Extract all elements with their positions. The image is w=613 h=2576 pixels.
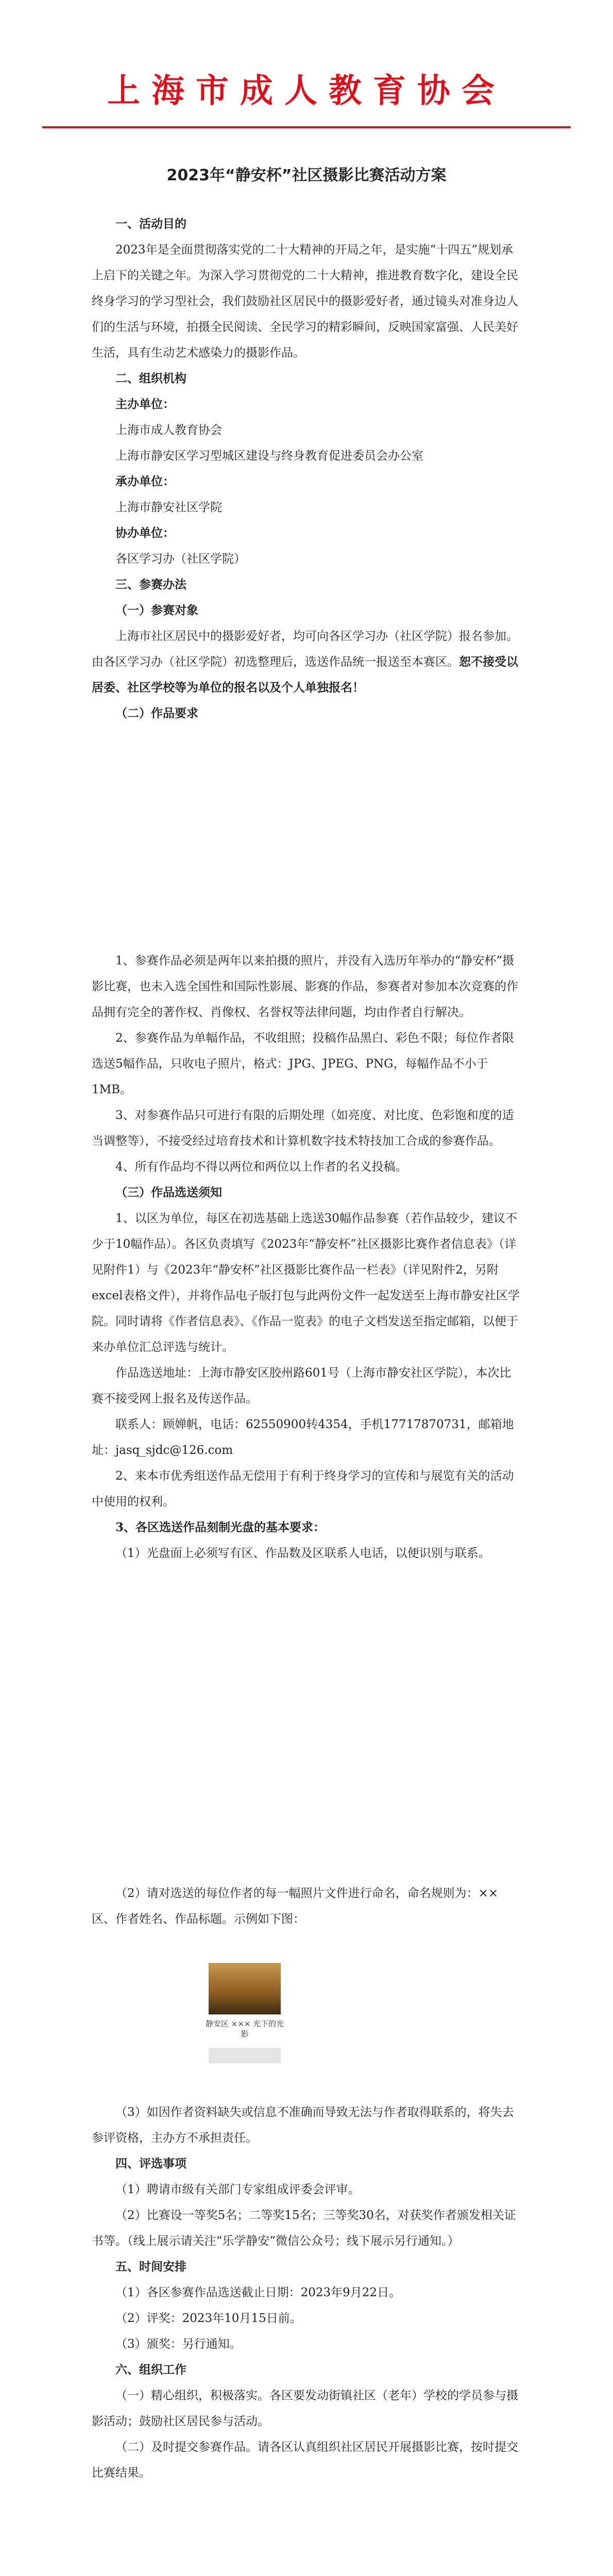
sample-file-image: [203, 1958, 286, 2074]
paragraph: （1）光盘面上必须写有区、作品数及区联系人电话，以便识别与联系。: [115, 1547, 490, 1560]
letterhead-rule: [42, 126, 571, 128]
paragraph: （二）及时提交参赛作品。请各区认真组织社区居民开展摄影比赛，按时提交比赛结果。: [92, 2441, 518, 2480]
document-body-cont: [92, 948, 522, 1566]
section-heading: 五、时间安排: [115, 2260, 186, 2274]
section-heading: 四、评选事项: [115, 2157, 186, 2171]
paragraph: 2、参赛作品为单幅作品，不收组照；投稿作品黑白、彩色不限；每位作者限选送5幅作品，只收电子照片，格式：JPG、JPEG、PNG，每幅作品不小于1MB。: [92, 1031, 514, 1096]
paragraph: （3）如因作者资料缺失或信息不准确而导致无法与作者取得联系的，将失去参评资格，主办方不承担责任。: [92, 2106, 514, 2145]
paragraph: 3、对参赛作品只可进行有限的后期处理（如亮度、对比度、色彩饱和度的适当调整等），不接受经过培育技术和计算机数字技术特技加工合成的参赛作品。: [92, 1109, 514, 1148]
paragraph: （一）精心组织，积极落实。各区要发动街镇社区（老年）学校的学员参与摄影活动；鼓励社区居民参与活动。: [92, 2389, 518, 2428]
paragraph-emphasis: 恕不接受以居委、社区学校等为单位的报名以及个人单独报名！: [92, 655, 518, 694]
paragraph: 4、所有作品均不得以两位和两位以上作者的名义投稿。: [115, 1160, 407, 1174]
paragraph: 上海市静安区学习型城区建设与终身教育促进委员会办公室: [115, 449, 423, 463]
subsection-heading: （一）参赛对象: [115, 604, 198, 617]
paragraph: （2）请对选送的每位作者的每一幅照片文件进行命名，命名规则为：××区、作者姓名、作品标题。示例如下图：: [92, 1887, 499, 1926]
document-body-cont3: [92, 2099, 522, 2486]
label: 主办单位：: [115, 397, 175, 411]
paragraph: 各区学习办（社区学院）: [115, 552, 246, 566]
section-heading: 二、组织机构: [115, 372, 186, 385]
document-body: [92, 211, 522, 726]
section-heading: 六、组织工作: [115, 2363, 186, 2377]
label: 协办单位：: [115, 526, 175, 540]
section-heading: 一、活动目的: [115, 217, 186, 231]
subsection-heading: （二）作品要求: [115, 707, 198, 720]
paragraph: 1、以区为单位，每区在初选基础上选送30幅作品参赛（若作品较少，建议不少于10幅作品）。各区负责填写《2023年“静安杯”社区摄影比赛作者信息表》（详见附件1）与《2023年“静安杯”社区摄影比赛作品一栏表》（详见附件2，另附excel表格文件），并将作品电子版打包与此两份文件一起发送至上海市静安社区学院。同时请将《作者信息表》、《作品一览表》的电子文档发送至指定邮箱，以便于来办单位汇总评选与统计。: [92, 1212, 520, 1354]
document-title: 2023年“静安杯”社区摄影比赛活动方案: [166, 166, 447, 184]
document-body-cont2: [92, 1880, 522, 1932]
paragraph-text: 上海市社区居民中的摄影爱好者，均可向各区学习办（社区学院）报名参加。由各区学习办（社区学院）初选整理后，选送作品统一报送至本赛区。: [92, 630, 518, 669]
paragraph: （3）颁奖：另行通知。: [115, 2337, 242, 2351]
paragraph: 2023年是全面贯彻落实党的二十大精神的开局之年，是实施“十四五”规划承上启下的关键之年。为深入学习贯彻党的二十大精神，推进教育数字化，建设全民终身学习的学习型社会，我们鼓励社区居民中的摄影爱好者，通过镜头对准身边人们的生活与环境，拍摄全民阅读、全民学习的精彩瞬间，反映国家富强、人民美好生活，具有生动艺术感染力的摄影作品。: [92, 243, 518, 360]
paragraph: 上海市静安社区学院: [115, 501, 222, 514]
sample-caption: 静安区 ××× 光下的光影: [205, 2019, 284, 2039]
paragraph: 2、来本市优秀组送作品无偿用于有利于终身学习的宣传和与展览有关的活动中使用的权利。: [92, 1469, 514, 1509]
section-heading: 三、参赛办法: [115, 578, 186, 591]
paragraph: （1）各区参赛作品选送截止日期：2023年9月22日。: [115, 2286, 401, 2299]
subsection-heading: （三）作品选送须知: [115, 1186, 222, 1199]
sample-thumbnail: [209, 1963, 281, 2014]
paragraph: 作品选送地址：上海市静安区胶州路601号（上海市静安社区学院），本次比赛不接受网上报名及传送作品。: [92, 1366, 512, 1405]
label: 承办单位：: [115, 474, 175, 488]
paragraph: （1）聘请市级有关部门专家组成评委会评审。: [115, 2183, 360, 2196]
paragraph: 联系人：顾婵帆，电话：62550900转4354，手机17717870731，邮箱地址：jasq_sjdc@126.com: [92, 1418, 514, 1457]
paragraph: [92, 623, 522, 701]
sample-placeholder: [209, 2048, 281, 2063]
paragraph: 上海市成人教育协会: [115, 423, 222, 437]
paragraph: （2）评奖：2023年10月15日前。: [115, 2312, 302, 2325]
paragraph: 1、参赛作品必须是两年以来拍摄的照片，并没有入选历年举办的“静安杯”摄影比赛，也未入选全国性和国际性影展、影赛的作品，参赛者对参加本次竞赛的作品拥有完全的著作权、肖像权、名誉权等法律问题，均由作者自行解决。: [92, 954, 518, 1019]
paragraph: （2）比赛设一等奖5名；二等奖15名；三等奖30名，对获奖作者颁发相关证书等。（线上展示请关注“乐学静安”微信公众号；线下展示另行通知。）: [92, 2209, 516, 2248]
org-letterhead: 上海市成人教育协会: [107, 72, 506, 110]
paragraph: 3、各区选送作品刻制光盘的基本要求：: [115, 1520, 326, 1534]
